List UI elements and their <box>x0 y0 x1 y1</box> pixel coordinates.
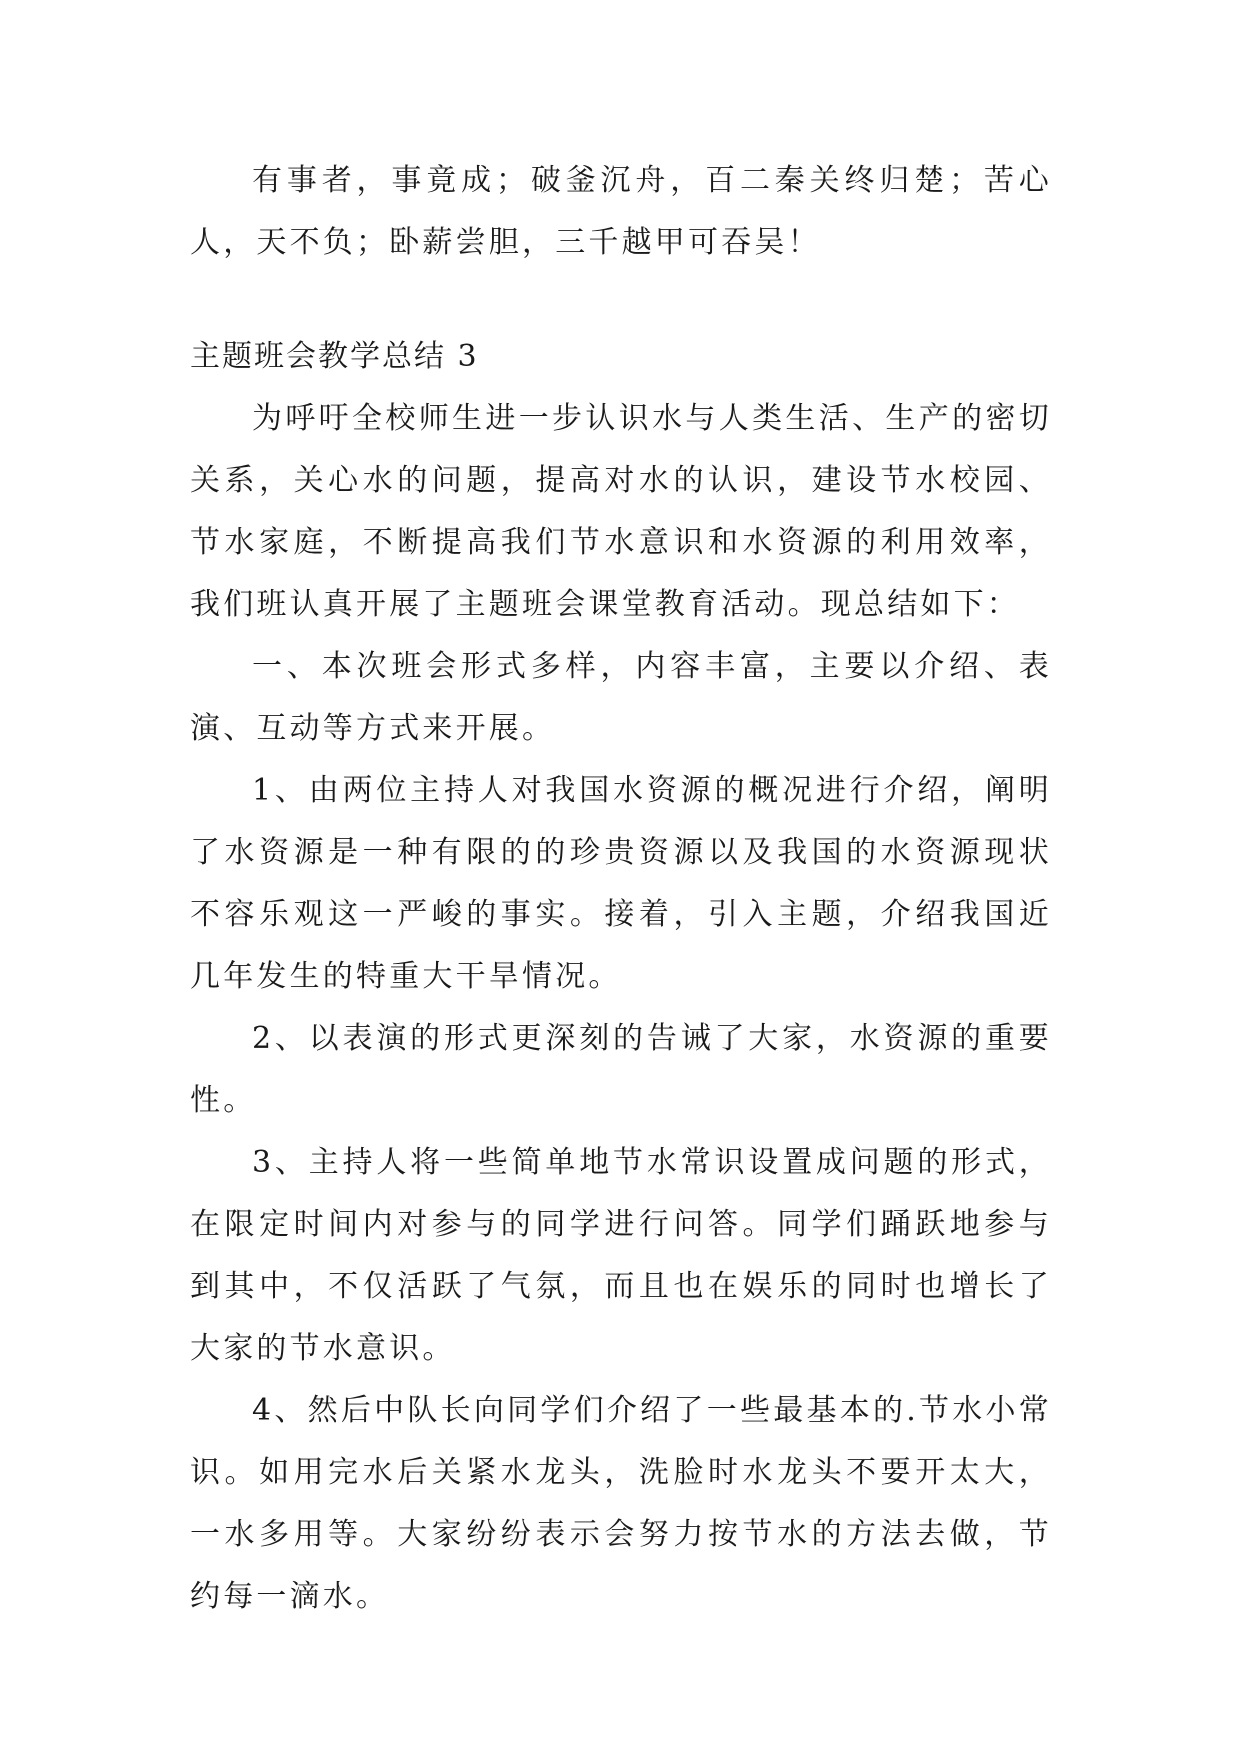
paragraph-item-3: 3、主持人将一些简单地节水常识设置成问题的形式，在限定时间内对参与的同学进行问答。同学们踊跃地参与到其中，不仅活跃了气氛，而且也在娱乐的同时也增长了大家的节水意识。 <box>190 1145 1052 1366</box>
document-body <box>190 150 1052 1628</box>
paragraph-point-one: 一、本次班会形式多样，内容丰富，主要以介绍、表演、互动等方式来开展。 <box>190 649 1052 746</box>
section-title: 主题班会教学总结 3 <box>190 339 479 374</box>
opening-paragraph: 有事者，事竟成；破釜沉舟，百二秦关终归楚；苦心人，天不负；卧薪尝胆，三千越甲可吞吴！ <box>190 163 1052 260</box>
paragraph-item-2: 2、以表演的形式更深刻的告诫了大家，水资源的重要性。 <box>190 1021 1052 1118</box>
paragraph-intro: 为呼吁全校师生进一步认识水与人类生活、生产的密切关系，关心水的问题，提高对水的认识，建设节水校园、节水家庭，不断提高我们节水意识和水资源的利用效率，我们班认真开展了主题班会课堂教育活动。现总结如下： <box>190 401 1052 622</box>
paragraph-item-4: 4、然后中队长向同学们介绍了一些最基本的.节水小常识。如用完水后关紧水龙头，洗脸时水龙头不要开太大，一水多用等。大家纷纷表示会努力按节水的方法去做，节约每一滴水。 <box>190 1393 1052 1614</box>
paragraph-item-1: 1、由两位主持人对我国水资源的概况进行介绍，阐明了水资源是一种有限的的珍贵资源以及我国的水资源现状不容乐观这一严峻的事实。接着，引入主题，介绍我国近几年发生的特重大干旱情况。 <box>190 773 1052 994</box>
